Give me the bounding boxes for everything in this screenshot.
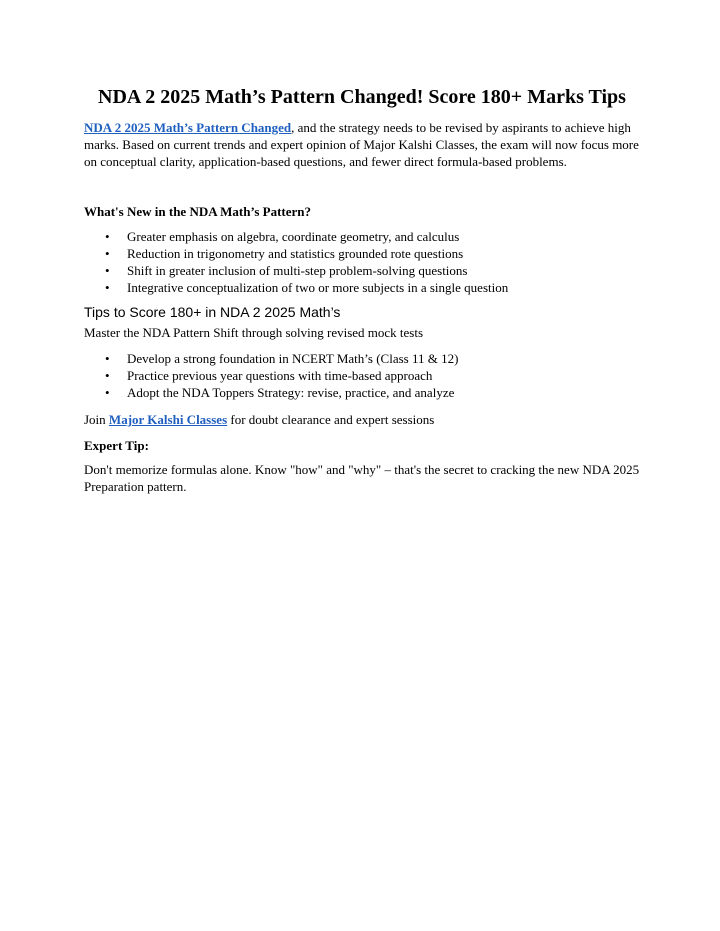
list-item-text: Integrative conceptualization of two or more subjects in a single question bbox=[127, 280, 509, 295]
list-item-text: Develop a strong foundation in NCERT Math’s (Class 11 & 12) bbox=[127, 351, 459, 366]
list-item-text: Practice previous year questions with time-based approach bbox=[127, 368, 433, 383]
join-prefix: Join bbox=[84, 412, 109, 427]
expert-tip-heading: Expert Tip: bbox=[84, 438, 149, 453]
expert-tip-text: Don't memorize formulas alone. Know "how" and "why" – that's the secret to cracking the new NDA 2025 Preparation pattern. bbox=[84, 462, 640, 494]
list-item-text: Shift in greater inclusion of multi-step problem-solving questions bbox=[127, 263, 468, 278]
list-item bbox=[84, 245, 640, 262]
tips-subtext: Master the NDA Pattern Shift through solving revised mock tests bbox=[84, 325, 424, 340]
list-item-text: Reduction in trigonometry and statistics grounded rote questions bbox=[127, 246, 464, 261]
bullet-icon: • bbox=[105, 263, 110, 278]
page-title: NDA 2 2025 Math’s Pattern Changed! Score 180+ Marks Tips bbox=[98, 86, 626, 108]
bullet-icon: • bbox=[105, 246, 110, 261]
list-item bbox=[84, 367, 640, 384]
tips-list bbox=[84, 350, 640, 401]
list-item bbox=[84, 384, 640, 401]
bullet-icon: • bbox=[105, 229, 110, 244]
list-item bbox=[84, 279, 640, 296]
whats-new-list bbox=[84, 228, 640, 296]
join-paragraph bbox=[84, 411, 640, 428]
tips-heading: Tips to Score 180+ in NDA 2 2025 Math’s bbox=[84, 304, 341, 320]
bullet-icon: • bbox=[105, 368, 110, 383]
whats-new-heading: What's New in the NDA Math’s Pattern? bbox=[84, 204, 311, 219]
join-suffix: for doubt clearance and expert sessions bbox=[227, 412, 435, 427]
intro-text: , and the strategy needs to be revised by aspirants to achieve high marks. Based on current trends and expert opinion of Major Kalshi Classes, the exam will now focus more on conceptual clarity, application-based questions, and fewer direct formula-based problems. bbox=[84, 120, 639, 169]
bullet-icon: • bbox=[105, 280, 110, 295]
list-item bbox=[84, 262, 640, 279]
bullet-icon: • bbox=[105, 351, 110, 366]
list-item bbox=[84, 228, 640, 245]
list-item bbox=[84, 350, 640, 367]
list-item-text: Greater emphasis on algebra, coordinate geometry, and calculus bbox=[127, 229, 460, 244]
major-kalshi-classes-link[interactable]: Major Kalshi Classes bbox=[108, 412, 228, 427]
intro-pattern-link[interactable]: NDA 2 2025 Math’s Pattern Changed bbox=[84, 120, 292, 135]
bullet-icon: • bbox=[105, 385, 110, 400]
intro-paragraph bbox=[84, 119, 640, 170]
list-item-text: Adopt the NDA Toppers Strategy: revise, practice, and analyze bbox=[127, 385, 455, 400]
